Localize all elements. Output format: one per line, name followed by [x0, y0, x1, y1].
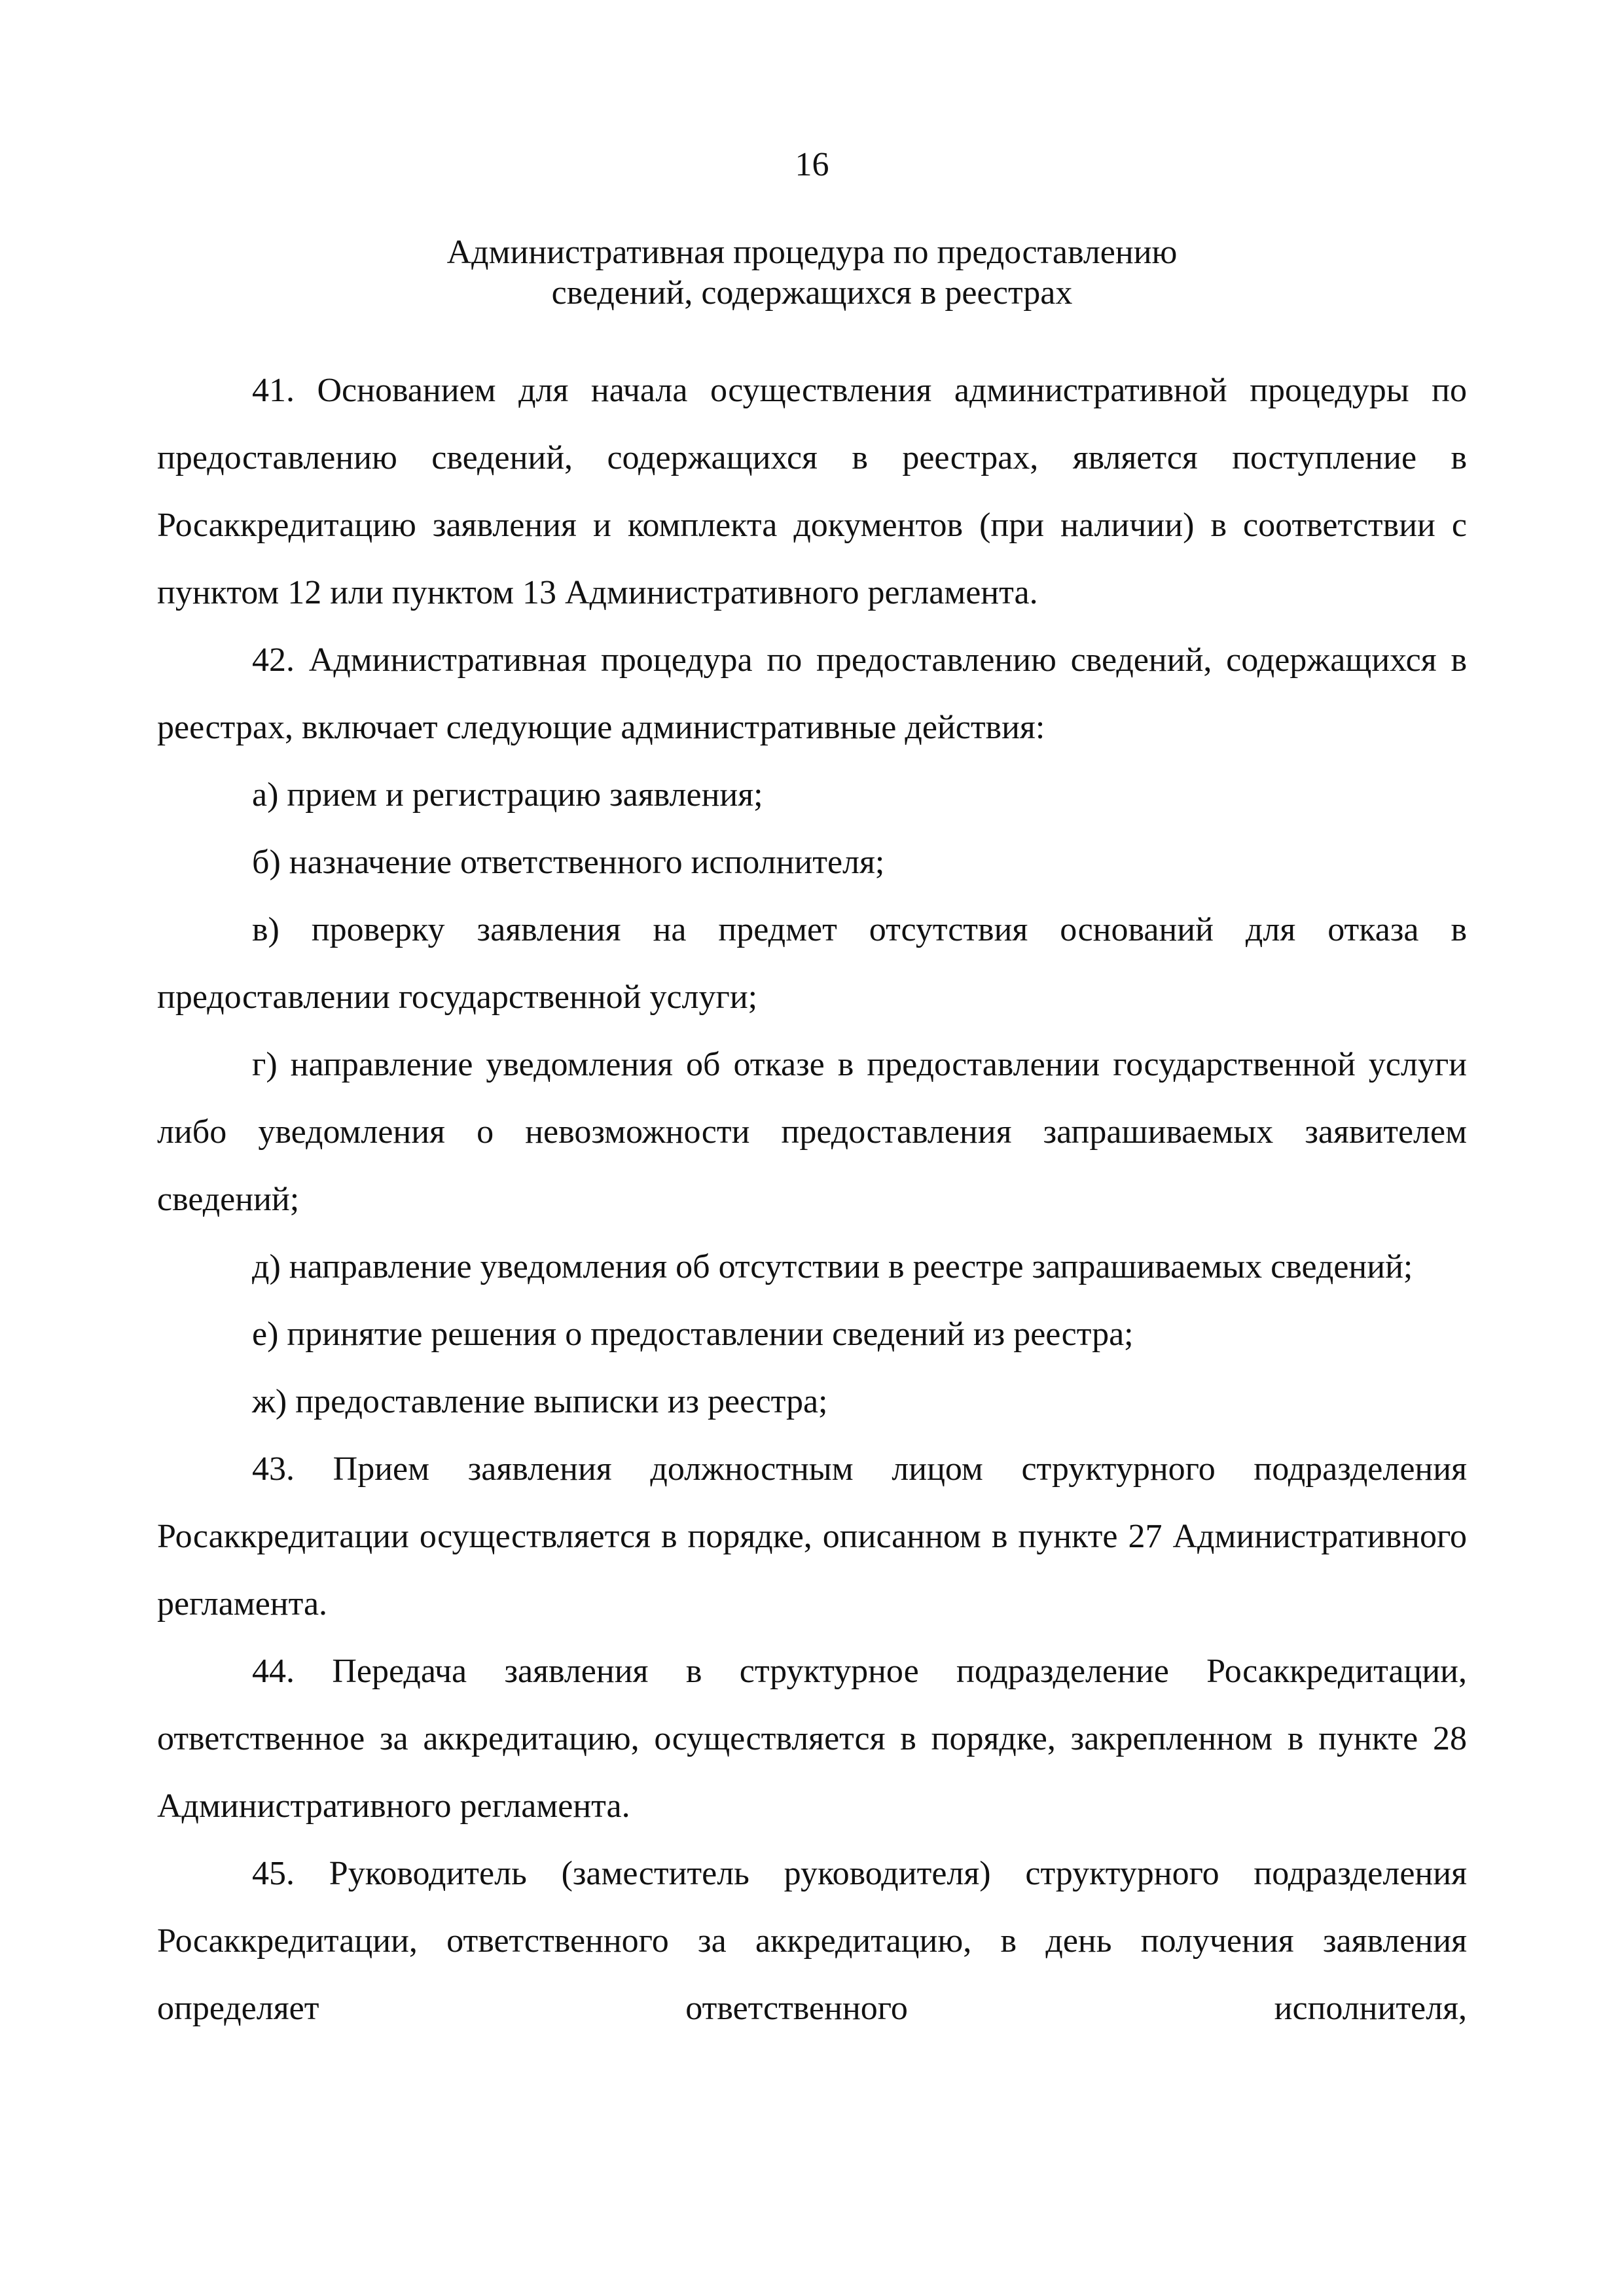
document-body	[157, 357, 1467, 2042]
list-item-e: е) принятие решения о предоставлении сведений из реестра;	[252, 1316, 1134, 1353]
list-item-g: г) направление уведомления об отказе в предоставлении государственной услуги либо уведомления о невозможности предоставления запрашиваемых заявителем сведений;	[157, 1046, 1467, 1218]
paragraph-42: 42. Административная процедура по предоставлению сведений, содержащихся в реестрах, включает следующие административные действия:	[157, 641, 1467, 746]
list-item-zh: ж) предоставление выписки из реестра;	[252, 1383, 828, 1420]
section-heading-line-2: сведений, содержащихся в реестрах	[551, 274, 1073, 312]
page-number: 16	[795, 146, 829, 183]
section-heading-line-1: Административная процедура по предоставлению	[446, 234, 1178, 271]
section-heading	[157, 232, 1467, 314]
paragraph-44: 44. Передача заявления в структурное подразделение Росаккредитации, ответственное за аккредитацию, осуществляется в порядке, закрепленном в пункте 28 Административного регламента.	[157, 1653, 1467, 1825]
list-item-d: д) направление уведомления об отсутствии в реестре запрашиваемых сведений;	[252, 1248, 1413, 1285]
paragraph-45: 45. Руководитель (заместитель руководителя) структурного подразделения Росаккредитации, ответственного за аккредитацию, в день получения заявления определяет ответственного исполнителя,	[157, 1855, 1467, 2027]
paragraph-43: 43. Прием заявления должностным лицом структурного подразделения Росаккредитации осуществляется в порядке, описанном в пункте 27 Административного регламента.	[157, 1450, 1467, 1623]
list-item-a: а) прием и регистрацию заявления;	[252, 776, 763, 814]
list-item-b: б) назначение ответственного исполнителя;	[252, 844, 885, 881]
paragraph-41: 41. Основанием для начала осуществления административной процедуры по предоставлению сведений, содержащихся в реестрах, является поступление в Росаккредитацию заявления и комплекта документов (при наличии) в соответствии с пунктом 12 или пунктом 13 Административного регламента.	[157, 372, 1467, 611]
list-item-v: в) проверку заявления на предмет отсутствия оснований для отказа в предоставлении государственной услуги;	[157, 911, 1467, 1016]
